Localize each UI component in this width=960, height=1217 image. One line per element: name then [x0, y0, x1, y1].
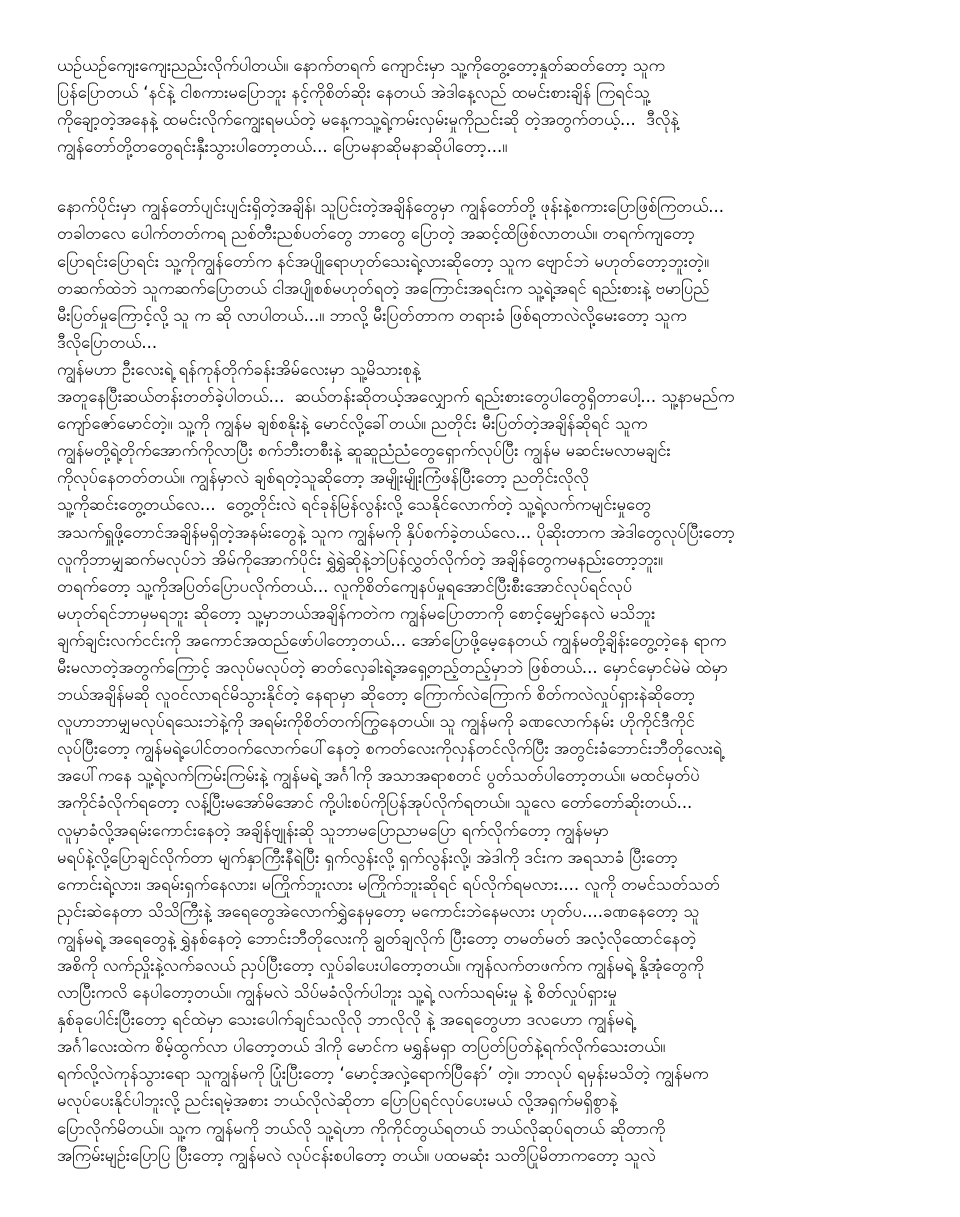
text-line: မလုပ်ပေးနိုင်ပါဘူးလို့ ညင်းရမဲ့အစား ဘယ်လိုလဲဆိုတာ ပြောပြရင်လုပ်ပေးမယ် လို့အရှက်မရှိစွာနဲ့: [57, 1091, 618, 1111]
text-line: ကျော်ဇော်မောင်တဲ့။ သူ့ကို ကျွန်မ ချစ်စနိုးနဲ့ မောင်လို့ခေါ်တယ်။ ညတိုင်း မီးပြတ်တဲ့အချိန်ဆိုရင် သူက: [57, 414, 648, 434]
text-line: အတူနေပြီးဆယ်တန်းတတ်ခဲ့ပါတယ်... ဆယ်တန်းဆိုတယ့်အလျှောက် ရည်းစားတွေပါတွေရှိတာပေါ့... သူ့နာမည်က: [57, 387, 735, 407]
text-line: မဟုတ်ရင်ဘာမှမရဘူး ဆိုတော့ သူ့မှာဘယ်အချိန်ကတဲက ကျွန်မပြောတာကို စောင့်မျှော်နေလဲ မသိဘူး: [57, 603, 656, 623]
text-line: အစိကို လက်ညှိုးနဲ့လက်ခလယ် ညှပ်ပြီးတော့ လှုပ်ခါပေးပါတော့တယ်။ ကျန်လက်တဖက်က ကျွန်မရဲ့ နို့အုံတွေကို: [57, 956, 704, 975]
text-line: အသက်ရှူဖို့တောင်အချိန်မရှိတဲ့အနမ်းတွေနဲ့ သူက ကျွန်မကို နှိပ်စက်ခဲ့တယ်လေ... ပိုဆိုးတာက အဲဒါတွေလုပ်ပြီးတော့: [57, 522, 735, 542]
text-line: မီးပြတ်မှုကြောင့်လို့ သူ က ဆို လာပါတယ်...။ ဘာလို့ မီးပြတ်တာက တရားခံ ဖြစ်ရတာလဲလို့မေးတော့ သူက: [57, 305, 687, 325]
text-line: နှစ်ခုပေါင်းပြီးတော့ ရင်ထဲမှာ သေးပေါက်ချင်သလိုလို ဘာလိုလို နဲ့ အရေတွေဟာ ဒလဟော ကျွန်မရဲ့: [57, 1010, 634, 1030]
text-line: ညှင်းဆဲနေတာ သိသိကြီးနဲ့ အရေတွေအဲလောက်ရွှဲနေမှတော့ မကောင်းဘဲနေမလား ဟုတ်ပ....ခဏနေတော့ သူ: [57, 901, 700, 921]
text-line: မရပ်နဲ့လို့ပြောချင်လိုက်တာ မျက်နှာကြီးနီရဲပြီး ရှက်လွန်းလို့ ရှက်လွန်းလို့၊ အဲဒါကို ဒင်းက အရသာခံ ပြီးတော့: [57, 847, 678, 867]
text-line: တရက်တော့ သူ့ကိုအပြတ်ပြောပလိုက်တယ်... လူကိုစိတ်ကျေနပ်မှုရအောင်ပြီးစီးအောင်လုပ်ရင်လုပ်: [57, 576, 633, 596]
text-line: လုပ်ပြီးတော့ ကျွန်မရဲ့ပေါင်တဝက်လောက်ပေါ်နေတဲ့ စကတ်လေးကိုလှန်တင်လိုက်ပြီး အတွင်းခံဘောင်းဘီတိုလေးရဲ့: [57, 739, 723, 759]
paragraph-body: [57, 193, 918, 1168]
text-line: အပေါ်ကနေ သူ့ရဲ့လက်ကြမ်းကြမ်းနဲ့ ကျွန်မရဲ့ အင်္ဂါကို အသာအရာစတင် ပွတ်သတ်ပါတော့တယ်။ မထင်မှတ်ပဲ: [57, 766, 700, 786]
text-line: ကျွန်မတို့ရဲ့တိုက်အောက်ကိုလာပြီး စက်ဘီးတစီးနဲ့ ဆူဆူညံညံတွေရှောက်လုပ်ပြီး ကျွန်မ မဆင်းမလာမချင်း: [57, 441, 671, 461]
text-line: ကိုချော့တဲ့အနေနဲ့ ထမင်းလိုက်ကျွေးရမယ်တဲ့ မနေ့ကသူ့ရဲ့ကမ်းလှမ်းမှုကိုညင်းဆို တဲ့အတွက်တယ့်... ဒီလိုနဲ့: [57, 110, 679, 130]
text-line: လူဟာဘာမျှမလုပ်ရသေးဘဲနဲ့ကို အရမ်းကိုစိတ်တက်ကြွနေတယ်။ သူ ကျွန်မကို ခဏလောက်နမ်း ဟိုကိုင်ဒီကိုင်: [57, 712, 695, 732]
text-line: ပြောလိုက်မိတယ်။ သူ့က ကျွန်မကို ဘယ်လို သူ့ရဲဟာ ကိုကိုင်တွယ်ရတယ် ဘယ်လိုဆုပ်ရတယ် ဆိုတာကို: [57, 1118, 666, 1138]
text-line: ဒီလိုပြောတယ်...: [57, 332, 158, 352]
text-line: ပြောရင်းပြောရင်း သူ့ကိုကျွန်တော်က နင်အပျိုရောဟုတ်သေးရဲ့လားဆိုတော့ သူက ဗျောင်ဘဲ မဟုတ်တော့ဘူးတဲ့။: [57, 251, 709, 271]
text-line: ကိုလုပ်နေတတ်တယ်။ ကျွန်မှာလဲ ချစ်ရတဲ့သူဆိုတော့ အမျိုးမျိုးကြံဖန်ပြီးတော့ ညတိုင်းလိုလို: [57, 468, 589, 488]
text-line: ချက်ချင်းလက်ငင်းကို အကောင်အထည်ဖော်ပါတော့တယ်... အော်ပြောဖို့မေ့နေတယ် ကျွန်မတို့ချိန်းတွေ့တဲ့နေ ရာက: [57, 630, 727, 650]
text-line: အင်္ဂါလေးထဲက စိမ့်ထွက်လာ ပါတော့တယ် ဒါကို မောင်က မရွှန်မရှာ တပြတ်ပြတ်နဲ့ရက်လိုက်သေးတယ်။: [57, 1037, 666, 1057]
text-line: ပြန်ပြောတယ် ‘နင်နဲ့ ငါစကားမပြောဘူး နင့်ကိုစိတ်ဆိုး နေတယ် အဲဒါနေ့လည် ထမင်းစားချိန် ကြရင်သူ့: [57, 83, 650, 103]
text-line: ကျွန်တော်တို့တတွေရင်းနှီးသွားပါတော့တယ်... ပြောမနာဆိုမနာဆိုပါတော့...။: [57, 137, 508, 157]
text-line: မီးမလာတဲ့အတွက်ကြောင့် အလုပ်မလုပ်တဲ့ ဓာတ်လှေခါးရဲ့အရှေ့တည့်တည့်မှာဘဲ ဖြစ်တယ်... မှောင်မှောင်မဲမဲ ထဲမှာ: [57, 657, 728, 677]
text-line: ကျွန်မဟာ ဦးလေးရဲ့ ရန်ကုန်တိုက်ခန်းအိမ်လေးမှာ သူ့မိသားစုနဲ့: [57, 359, 421, 379]
text-line: လူမှာခံလို့အရမ်းကောင်းနေတဲ့ အချိန်ဗျုန်းဆို သူဘာမပြောညာမပြော ရက်လိုက်တော့ ကျွန်မမှာ: [57, 820, 609, 840]
text-line: တခါတလေ ပေါက်တတ်ကရ ညစ်တီးညစ်ပတ်တွေ ဘာတွေ ပြောတဲ့ အဆင့်ထိဖြစ်လာတယ်။ တရက်ကျတော့: [57, 224, 695, 244]
text-line: ဘယ်အချိန်မဆို လူဝင်လာရင်မိသွားနိုင်တဲ့ နေရာမှာ ဆိုတော့ ကြောက်လဲကြောက် စိတ်ကလဲလှုပ်ရှားနဲဆိုတော့: [57, 685, 695, 705]
text-line: နောက်ပိုင်းမှာ ကျွန်တော်ပျင်းပျင်းရှိတဲ့အချိန်၊ သူပြင်းတဲ့အချိန်တွေမှာ ကျွန်တော်တို့ ဖုန်းနဲ့စကားပြောဖြစ်ကြတယ်...: [57, 197, 725, 217]
text-line: အကိုင်ခံလိုက်ရတော့ လန့်ပြီးမအော်မိအောင် ကို့ပါးစပ်ကိုပြန်အုပ်လိုက်ရတယ်။ သူလေ တော်တော်ဆိုးတယ်...: [57, 793, 693, 813]
text-line: လူကိုဘာမျှဆက်မလုပ်ဘဲ အိမ်ကိုအောက်ပိုင်း ရွှဲရွှဲဆိုနဲ့ဘဲပြန်လွှတ်လိုက်တဲ့ အချိန်တွေကမနည်းတော့ဘူး။: [57, 549, 663, 569]
text-line: ကျွန်မရဲ့ အရေတွေနဲ့ ရွှဲနစ်နေတဲ့ ဘောင်းဘီတိုလေးကို ချွတ်ချလိုက် ပြီးတော့ တမတ်မတ် အလံ့လိုထောင်နေတဲ့: [57, 928, 697, 948]
text-line: ရက်လို့လဲကုန်သွားရော သူကျွန်မကို ပြုံးပြီးတော့ ‘မောင့်အလှဲ့ရောက်ပြီနော်’ တဲ့။ ဘာလုပ် ရမှန်းမသိတဲ့ ကျွန်မက: [57, 1064, 709, 1084]
text-line: ယဉ်ယဉ်ကျေးကျေးညည်းလိုက်ပါတယ်။ နောက်တရက် ကျောင်းမှာ သူ့ကိုတွေ့တော့နှုတ်ဆတ်တော့ သူက: [57, 56, 665, 75]
text-line: လာပြီးကလိ နေပါတော့တယ်။ ကျွန်မလဲ သိပ်မခံလိုက်ပါဘူး သူ့ရဲ့ လက်သရမ်းမှု နဲ့ စိတ်လှုပ်ရှားမှု: [57, 983, 617, 1003]
text-line: အကြမ်းမျဉ်းပြောပြ ပြီးတော့ ကျွန်မလဲ လုပ်ငန်းစပါတော့ တယ်။ ပထမဆုံး သတိပြုမိတာကတော့ သူလဲ: [57, 1145, 656, 1165]
text-line: ကောင်းရဲ့လား၊ အရမ်းရှက်နေလား၊ မကြိုက်ဘူးလား မကြိုက်ဘူးဆိုရင် ရပ်လိုက်ရမလား.... လူကို တမင်သတ်သတ်: [57, 874, 720, 894]
text-line: သူ့ကိုဆင်းတွေ့တယ်လေ... တွေ့တိုင်းလဲ ရင်ခုန်မြန်လွန်းလို့ သေနိုင်လောက်တဲ့ သူ့ရဲ့လက်ကမျင်းမှုတွေ: [57, 495, 652, 515]
text-line: တဆက်ထဲဘဲ သူကဆက်ပြောတယ် ငါအပျိုစစ်မဟုတ်ရတဲ့ အကြောင်းအရင်းက သူ့ရဲ့အရင် ရည်းစားနဲ့ ဗမာပြည်: [57, 278, 710, 298]
paragraph-opening: [57, 52, 918, 160]
